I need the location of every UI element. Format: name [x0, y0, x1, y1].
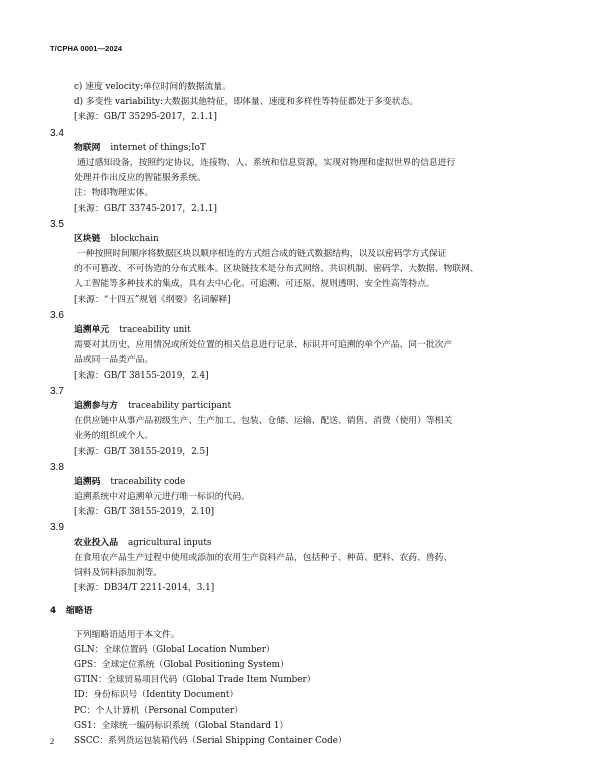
document-header: T/CPHA 0001—2024 — [50, 44, 123, 53]
section-number-3-7: 3.7 — [50, 385, 64, 397]
source-note: [来源：GB/T 35295-2017，2.1.1] — [74, 112, 217, 123]
list-item-variability: d) 多变性 variability:大数据其他特征，即体量、速度和多样性等特征都处于多变状态。 — [74, 97, 419, 108]
term-zh: 区块链 — [74, 233, 101, 244]
page-number: 2 — [50, 736, 55, 746]
term-zh: 追溯码 — [74, 476, 101, 487]
abbreviation-item: GTIN：全球贸易项目代码（Global Trade Item Number） — [74, 675, 316, 686]
source-note: [来源：GB/T 38155-2019，2.10] — [74, 507, 215, 518]
source-note: [来源：GB/T 38155-2019，2.4] — [74, 370, 209, 381]
page-content — [50, 80, 540, 749]
abbreviation-item: GPS：全球定位系统（Global Positioning System） — [74, 659, 289, 670]
definition-line: 品或同一品类产品。 — [74, 355, 154, 366]
abbreviation-item: PC：个人计算机（Personal Computer） — [74, 705, 243, 716]
term-en: internet of things;IoT — [110, 142, 206, 153]
source-note: [来源：GB/T 38155-2019，2.5] — [74, 446, 209, 457]
definition-line: 处理并作出反应的智能服务系统。 — [74, 173, 206, 184]
spacer — [50, 596, 540, 604]
term-en: traceability participant — [128, 400, 231, 411]
source-note: [来源：GB/T 33745-2017，2.1.1] — [74, 203, 217, 214]
term-heading-3-7 — [50, 399, 540, 414]
definition-line: 饲料及饲料添加剂等。 — [74, 568, 162, 578]
section-number-3-4: 3.4 — [50, 127, 64, 139]
definition-line: 一种按照时间顺序将数据区块以顺序相连的方式组合成的链式数据结构，以及以密码学方式保证 — [77, 249, 447, 260]
spacer — [50, 620, 540, 628]
source-note: [来源：“十四五”规划《纲要》名词解释] — [74, 294, 231, 305]
definition-line: 在食用农产品生产过程中使用或添加的农用生产资料产品，包括种子、种苗、肥料、农药、兽药、 — [74, 552, 453, 563]
term-heading-3-6 — [50, 323, 540, 338]
definition-line: 人工智能等多种技术的集成，具有去中心化、可追溯、可还原、规则透明、安全性高等特点。 — [74, 279, 435, 290]
term-en: traceability unit — [119, 325, 191, 335]
term-zh: 农业投入品 — [74, 537, 118, 548]
abbreviation-item: SSCC：系列货运包装箱代码（Serial Shipping Container Code） — [74, 735, 347, 746]
section-number: 4 — [50, 606, 57, 617]
definition-line: 业务的组织或个人。 — [74, 431, 154, 442]
term-heading-3-9 — [50, 536, 540, 551]
term-heading-3-4 — [50, 141, 540, 156]
term-heading-3-5 — [50, 232, 540, 247]
term-en: traceability code — [110, 476, 186, 487]
section-number-3-9: 3.9 — [50, 522, 64, 534]
term-zh: 追溯参与方 — [74, 400, 118, 411]
definition-line: 通过感知设备，按照约定协议，连接物、人、系统和信息资源，实现对物理和虚拟世界的信息进行 — [77, 157, 456, 168]
section-intro: 下列缩略语适用于本文件。 — [74, 629, 180, 640]
section-number-3-5: 3.5 — [50, 218, 64, 230]
section-title: 缩略语 — [66, 606, 93, 617]
list-item-velocity: c) 速度 velocity:单位时间的数据流量。 — [74, 82, 232, 92]
section-number-3-8: 3.8 — [50, 461, 64, 473]
term-zh: 追溯单元 — [74, 325, 110, 335]
note-line: 注：物即物理实体。 — [74, 188, 154, 199]
section-number-3-6: 3.6 — [50, 309, 64, 321]
abbreviation-item: GS1：全球统一编码标识系统（Global Standard 1） — [74, 720, 289, 731]
definition-line: 需要对其历史、应用情况或所处位置的相关信息进行记录、标识并可追溯的单个产品、同一批次产 — [74, 340, 453, 351]
abbreviation-item: GLN：全球位置码（Global Location Number） — [74, 644, 275, 655]
abbreviation-item: ID：身份标识号（Identity Document） — [74, 690, 239, 701]
definition-line: 追溯系统中对追溯单元进行唯一标识的代码。 — [74, 492, 250, 503]
term-heading-3-8 — [50, 475, 540, 490]
definition-line: 在供应链中从事产品初级生产、生产加工、包装、仓储、运输、配送、销售、消费（使用）等相关 — [74, 416, 453, 427]
term-en: agricultural inputs — [128, 537, 212, 548]
section-heading-4 — [50, 604, 540, 619]
term-zh: 物联网 — [74, 142, 101, 153]
source-note: [来源：DB34/T 2211-2014，3.1] — [74, 583, 215, 594]
definition-line: 的不可篡改、不可伪造的分布式账本。区块链技术是分布式网络、共识机制、密码学、大数据、物联网、 — [74, 264, 479, 275]
term-en: blockchain — [110, 233, 159, 244]
